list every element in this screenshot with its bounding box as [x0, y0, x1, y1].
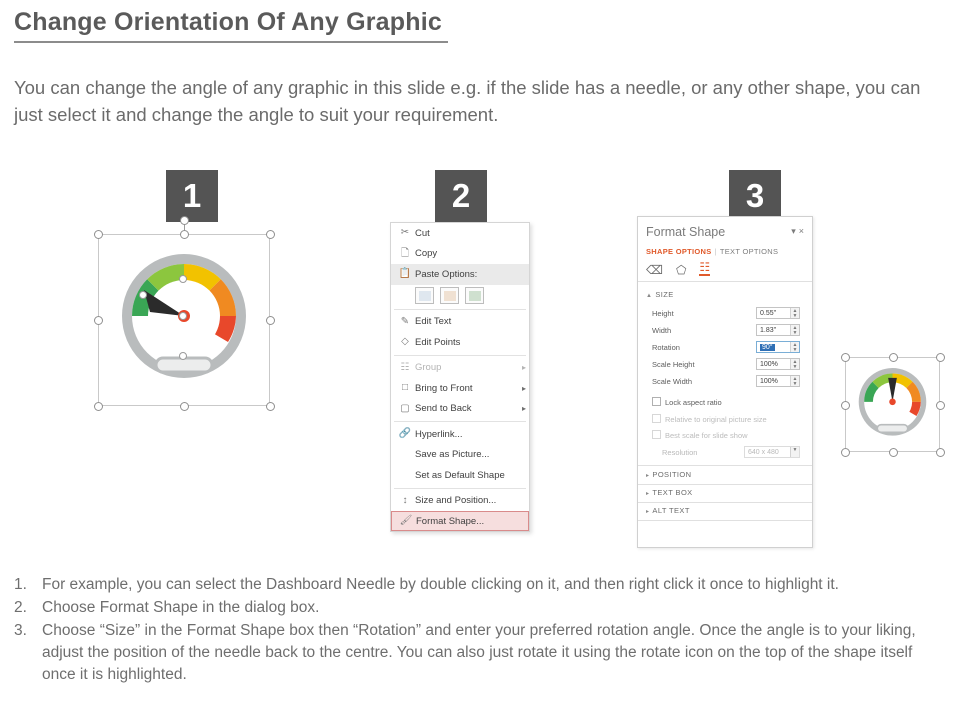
checkbox-icon[interactable]	[652, 397, 661, 406]
chevron-right-icon: ▸	[521, 383, 526, 393]
menu-item-label: Format Shape...	[416, 515, 485, 527]
resize-handle-se[interactable]	[936, 448, 945, 457]
field-label: Scale Height	[652, 360, 695, 369]
resize-handle-sw[interactable]	[94, 402, 103, 411]
field-value: 1.83"	[760, 327, 777, 334]
field-height[interactable]	[652, 307, 804, 320]
resolution-dropdown	[744, 446, 800, 458]
pane-tabs[interactable]	[646, 247, 778, 256]
instruction-list	[12, 574, 942, 687]
width-input[interactable]	[756, 324, 800, 336]
field-width[interactable]	[652, 324, 804, 337]
tab-divider: |	[714, 247, 717, 256]
pane-divider-1	[638, 281, 812, 282]
resize-handle-n[interactable]	[180, 230, 189, 239]
rotated-gauge-graphic[interactable]	[845, 357, 940, 452]
resize-handle-se[interactable]	[266, 402, 275, 411]
triangle-right-icon: ▸	[646, 473, 650, 479]
chevron-right-icon: ▸	[521, 404, 526, 414]
section-position-label: POSITION	[652, 470, 692, 479]
list-item-text: Choose Format Shape in the dialog box.	[42, 599, 320, 616]
checkbox-label: Relative to original picture size	[665, 415, 767, 424]
field-label: Scale Width	[652, 377, 693, 386]
menu-item-size-and-position[interactable]	[391, 491, 529, 512]
send-back-icon: ▢	[400, 402, 410, 414]
menu-item-label: Save as Picture...	[415, 449, 490, 461]
resize-handle-w[interactable]	[94, 316, 103, 325]
menu-separator-4	[394, 488, 526, 489]
clipboard-icon: 📋	[398, 268, 412, 280]
paste-keep-formatting-icon[interactable]	[415, 287, 434, 304]
menu-item-label: Paste Options:	[415, 268, 478, 280]
paste-picture-icon[interactable]	[465, 287, 484, 304]
scale-width-input[interactable]	[756, 375, 800, 387]
triangle-right-icon: ▸	[646, 491, 650, 497]
format-shape-icon: 🖌	[399, 515, 413, 526]
fill-bucket-icon[interactable]: ⌫	[646, 263, 663, 277]
menu-item-edit-text[interactable]	[391, 312, 529, 333]
checkbox-lock-aspect-ratio[interactable]	[652, 397, 722, 407]
close-icon[interactable]: ×	[798, 226, 807, 236]
checkbox-relative-original-size	[652, 414, 767, 424]
pane-divider-3	[638, 484, 812, 485]
menu-item-label: Send to Back	[415, 403, 472, 415]
section-position[interactable]	[646, 470, 691, 479]
selected-gauge-graphic[interactable]	[98, 234, 270, 406]
field-value: 640 x 480	[748, 449, 779, 456]
list-item-number: 3.	[14, 622, 27, 639]
field-value: 100%	[760, 378, 778, 385]
paste-destination-theme-icon[interactable]	[440, 287, 459, 304]
gauge-svg-step1	[106, 250, 262, 390]
menu-item-label: Hyperlink...	[415, 428, 463, 440]
list-item	[12, 574, 942, 596]
list-item-number: 1.	[14, 576, 27, 593]
menu-item-label: Size and Position...	[415, 495, 497, 507]
menu-item-label: Set as Default Shape	[415, 469, 505, 481]
triangle-right-icon: ▸	[646, 509, 650, 515]
spinner-icon[interactable]: ▲ ▼	[790, 359, 799, 369]
field-value: 0.55"	[760, 310, 777, 317]
resize-handle-ne[interactable]	[266, 230, 275, 239]
scale-height-input[interactable]	[756, 358, 800, 370]
menu-item-set-default-shape[interactable]	[391, 465, 529, 486]
field-rotation[interactable]	[652, 341, 804, 354]
section-alt-text-label: ALT TEXT	[652, 506, 690, 515]
spinner-icon[interactable]: ▲ ▼	[790, 308, 799, 318]
checkbox-label: Best scale for slide show	[665, 431, 748, 440]
step-badge-2: 2	[435, 170, 487, 222]
copy-icon: 🗋	[400, 247, 410, 259]
field-resolution	[652, 446, 804, 459]
menu-item-save-as-picture[interactable]	[391, 445, 529, 466]
rotate-handle[interactable]	[180, 216, 189, 225]
menu-item-bring-to-front[interactable]	[391, 378, 529, 399]
resize-handle-s[interactable]	[180, 402, 189, 411]
intro-paragraph: You can change the angle of any graphic in this slide e.g. if the slide has a needle, or any other shape, you can just select it and change the angle to suit your requirement.	[14, 77, 921, 125]
menu-item-paste-options[interactable]	[391, 264, 529, 285]
needle-handle-top[interactable]	[179, 275, 187, 283]
pane-divider-4	[638, 502, 812, 503]
pane-icon-row[interactable]	[646, 261, 710, 276]
paste-options-row[interactable]	[391, 285, 529, 307]
menu-separator-3	[394, 421, 526, 422]
format-shape-pane[interactable]	[637, 216, 813, 548]
section-text-box-label: TEXT BOX	[652, 488, 693, 497]
chevron-right-icon: ▸	[521, 363, 526, 373]
checkbox-icon	[652, 414, 661, 423]
resize-handle-nw[interactable]	[94, 230, 103, 239]
bring-front-icon: □	[401, 382, 409, 394]
menu-item-label: Cut	[415, 227, 430, 239]
menu-separator-1	[394, 309, 526, 310]
menu-item-copy[interactable]	[391, 244, 529, 265]
group-icon: ☷	[400, 361, 410, 373]
menu-item-group	[391, 358, 529, 379]
menu-item-label: Copy	[415, 248, 438, 260]
gauge-svg-step3	[850, 365, 935, 443]
list-item-text: For example, you can select the Dashboard Needle by double clicking on it, and then right click it once to highlight it.	[42, 576, 839, 593]
pentagon-effects-icon[interactable]: ⬠	[675, 263, 687, 277]
section-alt-text[interactable]	[646, 506, 690, 515]
pane-divider-2	[638, 465, 812, 466]
scissors-icon: ✂	[400, 227, 410, 239]
resize-handle-ne[interactable]	[936, 353, 945, 362]
height-input[interactable]	[756, 307, 800, 319]
step-badge-3: 3	[729, 170, 781, 222]
menu-item-label: Bring to Front	[415, 382, 473, 394]
needle-handle-center[interactable]	[179, 312, 187, 320]
hyperlink-icon: 🔗	[398, 428, 412, 440]
field-label: Width	[652, 326, 672, 335]
rotation-input[interactable]	[756, 341, 800, 353]
pane-divider-5	[638, 520, 812, 521]
resize-handle-e[interactable]	[266, 316, 275, 325]
spinner-icon[interactable]: ▲ ▼	[790, 325, 799, 335]
menu-item-label: Edit Text	[415, 316, 452, 328]
resize-handle-n[interactable]	[889, 353, 898, 362]
menu-item-label: Group	[415, 362, 442, 374]
pane-title: Format Shape	[646, 225, 726, 239]
menu-separator-2	[394, 355, 526, 356]
list-item-text: Choose “Size” in the Format Shape box then “Rotation” and enter your preferred rotation angle. Once the angle is to your liking, adjust the position of the needle back to the centre. You can also just rotate it using the rotate icon on the top of the shape itself once it is highlighted.	[42, 622, 916, 683]
needle-handle-bottom[interactable]	[179, 352, 187, 360]
field-label: Height	[652, 309, 674, 318]
spinner-icon[interactable]: ▲ ▼	[790, 342, 799, 352]
menu-item-edit-points[interactable]	[391, 332, 529, 353]
page-title: Change Orientation Of Any Graphic	[14, 8, 448, 43]
triangle-down-icon: ▲	[646, 293, 653, 299]
checkbox-best-scale-slideshow	[652, 430, 748, 440]
spinner-icon[interactable]: ▲ ▼	[790, 376, 799, 386]
resize-handle-s[interactable]	[889, 448, 898, 457]
chevron-down-icon: ▼	[790, 447, 799, 457]
field-scale-height[interactable]	[652, 358, 804, 371]
checkbox-icon	[652, 430, 661, 439]
menu-item-hyperlink[interactable]	[391, 424, 529, 445]
menu-item-label: Edit Points	[415, 336, 461, 348]
field-value: 100%	[760, 361, 778, 368]
section-size-label: SIZE	[655, 290, 674, 299]
resize-handle-w[interactable]	[841, 401, 850, 410]
list-item	[12, 597, 942, 619]
list-item-number: 2.	[14, 599, 27, 616]
edit-text-icon: ✎	[400, 315, 410, 327]
field-label: Rotation	[652, 343, 680, 352]
menu-item-cut[interactable]	[391, 223, 529, 244]
pane-controls[interactable]	[791, 226, 807, 237]
step-badge-1: 1	[166, 170, 218, 222]
section-size[interactable]	[646, 290, 674, 299]
list-item	[12, 620, 942, 686]
resize-handle-sw[interactable]	[841, 448, 850, 457]
menu-item-send-to-back[interactable]	[391, 399, 529, 420]
edit-points-icon: ◇	[401, 336, 409, 348]
tab-text-options[interactable]: TEXT OPTIONS	[719, 247, 779, 256]
chevron-down-icon[interactable]: ▾	[791, 226, 799, 236]
field-value: 90°	[762, 344, 773, 351]
size-properties-icon[interactable]: ☷	[699, 260, 711, 274]
needle-handle-left[interactable]	[139, 291, 147, 299]
resize-handle-e[interactable]	[936, 401, 945, 410]
checkbox-label: Lock aspect ratio	[665, 398, 722, 407]
tab-shape-options[interactable]: SHAPE OPTIONS	[646, 247, 712, 256]
menu-item-format-shape[interactable]	[391, 511, 529, 531]
resize-handle-nw[interactable]	[841, 353, 850, 362]
field-label: Resolution	[662, 448, 698, 457]
field-scale-width[interactable]	[652, 375, 804, 388]
section-text-box[interactable]	[646, 488, 693, 497]
context-menu[interactable]	[390, 222, 530, 532]
size-position-icon: ↕	[402, 494, 408, 506]
